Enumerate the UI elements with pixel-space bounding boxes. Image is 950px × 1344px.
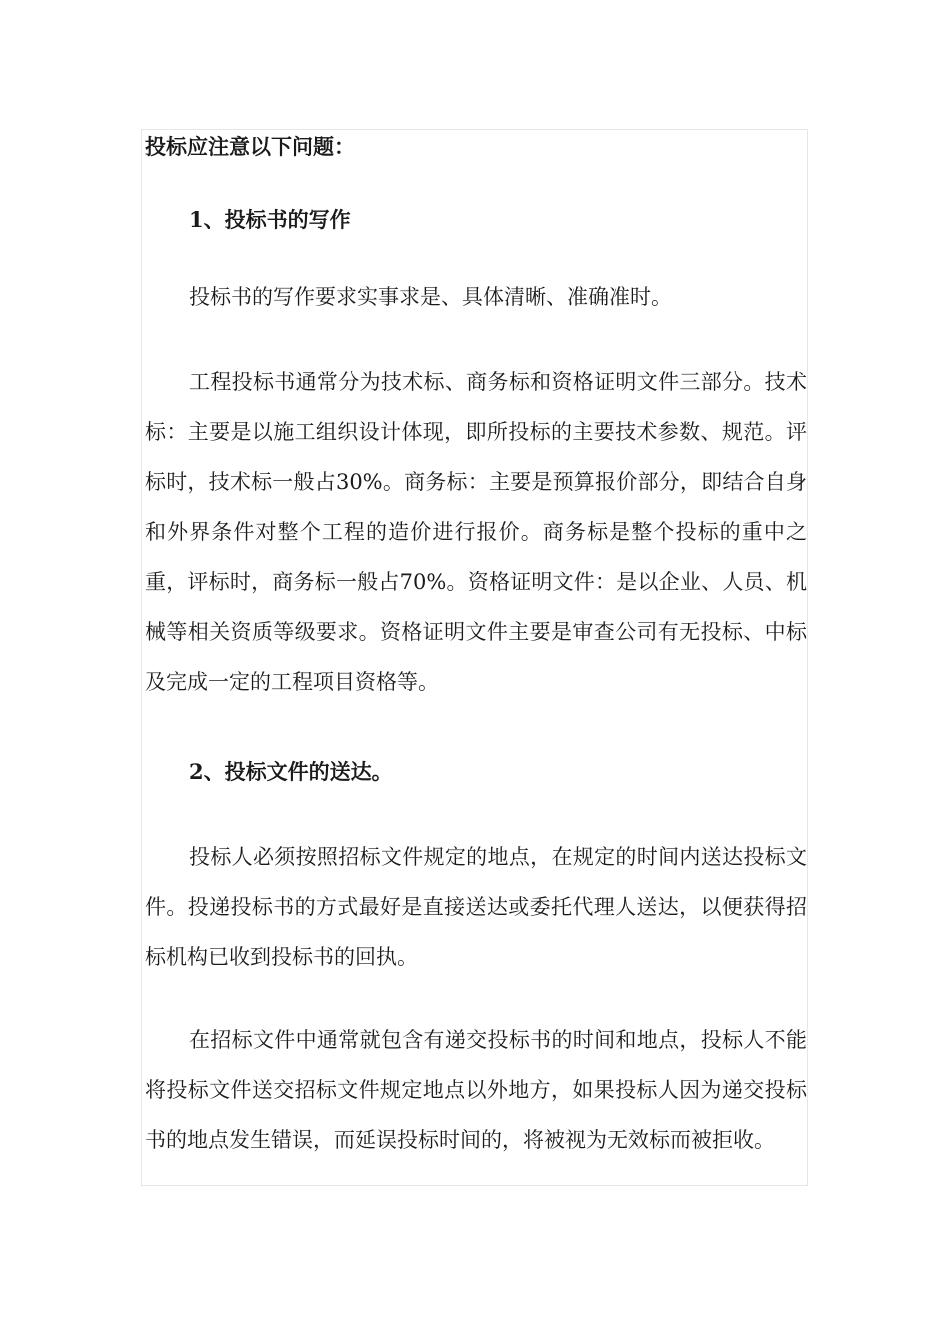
document-body [145, 127, 807, 1165]
paragraph-delivery-method: 投标人必须按照招标文件规定的地点，在规定的时间内送达投标文件。投递投标书的方式最好是直接送达或委托代理人送达，以便获得招标机构已收到投标书的回执。 [145, 845, 807, 969]
paragraph-bid-structure: 工程投标书通常分为技术标、商务标和资格证明文件三部分。技术标：主要是以施工组织设计体现，即所投标的主要技术参数、规范。评标时，技术标一般占30%。商务标：主要是预算报价部分，即结合自身和外界条件对整个工程的造价进行报价。商务标是整个投标的重中之重，评标时，商务标一般占70%。资格证明文件：是以企业、人员、机械等相关资质等级要求。资格证明文件主要是审查公司有无投标、中标及完成一定的工程项目资格等。 [145, 370, 807, 694]
paragraph-delivery-location: 在招标文件中通常就包含有递交投标书的时间和地点，投标人不能将投标文件送交招标文件规定地点以外地方，如果投标人因为递交投标书的地点发生错误，而延误投标时间的，将被视为无效标而被拒收。 [145, 1028, 807, 1152]
paragraph-writing-requirements: 投标书的写作要求实事求是、具体清晰、准确准时。 [189, 285, 672, 309]
document-title: 投标应注意以下问题： [145, 134, 355, 159]
section-heading-delivery: 2、投标文件的送达。 [189, 759, 393, 784]
section-heading-writing: 1、投标书的写作 [189, 207, 351, 232]
